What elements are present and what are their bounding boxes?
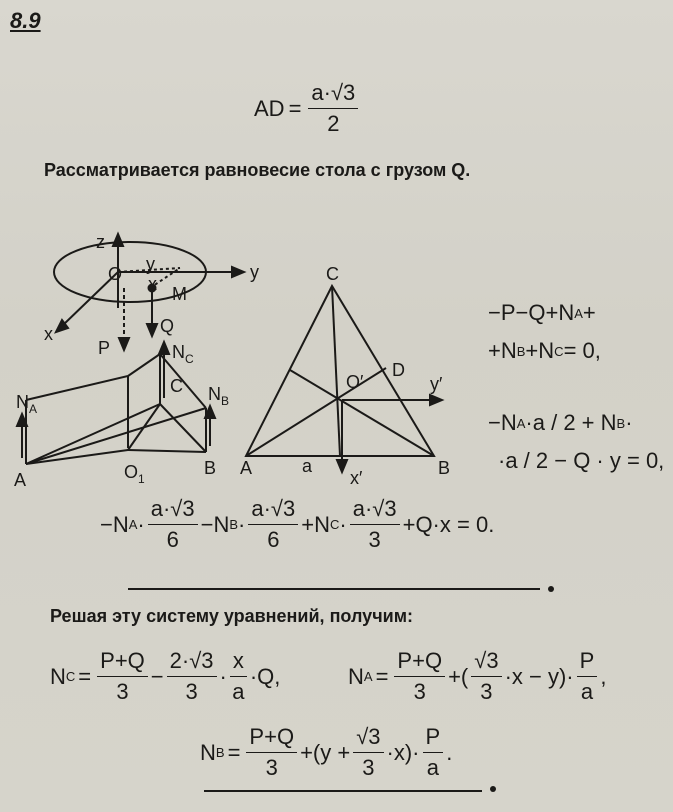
label-y-top: y xyxy=(146,254,155,274)
z-arrow xyxy=(113,234,123,246)
eq3-end-dot xyxy=(548,586,554,592)
solution-nc: N C = $\frac{P+Q}{3}$ − $\frac{2\cdot√3}{3}$ · $\frac{x}{a}$ ·Q, xyxy=(50,648,281,704)
label-c: C xyxy=(170,376,183,396)
label-x-small: x xyxy=(148,274,157,294)
label-q: Q xyxy=(160,316,175,336)
diag-2 xyxy=(26,408,206,464)
ad-lhs: AD xyxy=(254,95,285,121)
frame-top-a xyxy=(26,376,128,400)
left-diagram-lines xyxy=(17,234,244,464)
solution-na: N A = $\frac{P+Q}{3}$ +( $\frac{√3}{3}$ ·x − y)· $\frac{P}{a}$ , xyxy=(348,648,607,704)
tri-label-x-prime: x′ xyxy=(350,468,363,488)
right-diagram-lines xyxy=(246,286,442,472)
x-prime-arrow xyxy=(337,460,347,472)
label-p: P xyxy=(98,338,111,358)
label-o: O xyxy=(108,264,123,284)
tri-label-a: A xyxy=(240,458,253,478)
median-ad xyxy=(246,368,386,456)
solve-text: Решая эту систему уравнений, получим: xyxy=(50,606,414,626)
statement-text: Рассматривается равновесие стола с грузом Q. xyxy=(44,160,471,180)
right-diagram-labels xyxy=(240,264,450,488)
frame-top-b xyxy=(160,354,206,408)
eq2-line1: −N A ·a / 2 + N B · xyxy=(488,410,633,435)
label-z: z xyxy=(96,232,105,252)
nb-underline xyxy=(204,790,482,792)
diag-4 xyxy=(160,404,206,452)
y-prime-arrow xyxy=(430,395,442,405)
label-nc: $N_C$ xyxy=(172,342,194,366)
label-x-axis: x xyxy=(44,324,53,344)
label-b: B xyxy=(204,458,217,478)
base-ob xyxy=(128,450,206,452)
nb-arrow xyxy=(205,406,215,418)
p-arrow xyxy=(119,338,129,350)
label-o1: $O_1$ xyxy=(124,462,145,486)
ad-den: 2 xyxy=(327,111,340,136)
label-a: A xyxy=(14,470,27,490)
problem-number: 8.9 xyxy=(10,8,41,33)
q-arrow xyxy=(147,324,157,336)
label-m: M xyxy=(172,284,187,304)
nb-end-dot xyxy=(490,786,496,792)
tri-label-o-prime: O′ xyxy=(346,372,364,392)
ad-eq: = xyxy=(288,95,302,121)
ad-formula xyxy=(254,80,361,137)
tri-label-a-side: a xyxy=(302,456,313,476)
eq3-underline xyxy=(128,588,540,590)
label-y-axis: y xyxy=(250,262,259,282)
eq1-line1: −P−Q+N A + xyxy=(488,300,596,325)
label-na: $N_A$ xyxy=(16,392,38,416)
median-cf xyxy=(332,286,340,456)
frame-top-c xyxy=(128,354,160,376)
nc-arrow xyxy=(159,342,169,354)
solution-nb: N B = $\frac{P+Q}{3}$ +(y + $\frac{√3}{3}$ ·x)· $\frac{P}{a}$ . xyxy=(200,724,453,780)
label-nb: $N_B$ xyxy=(208,384,230,408)
triangle-abc xyxy=(246,286,434,456)
eq2-line2: ·a / 2 − Q · y = 0, xyxy=(498,448,665,473)
ad-fraction xyxy=(308,80,358,137)
tri-label-d: D xyxy=(392,360,405,380)
eq1-line2: +N B +N C = 0, xyxy=(488,338,601,363)
eq3: −N A · $\frac{a\cdot√3}{6}$ −N B · $\frac{a\cdot√3}{6}$ +N C · $\frac{a\cdot√3}{3}$ +Q·x = 0. xyxy=(100,496,495,552)
y-arrow xyxy=(232,267,244,277)
tri-label-c: C xyxy=(326,264,339,284)
tri-label-y-prime: y′ xyxy=(430,374,443,394)
tri-label-b: B xyxy=(438,458,451,478)
ad-num: a·√3 xyxy=(308,80,358,109)
